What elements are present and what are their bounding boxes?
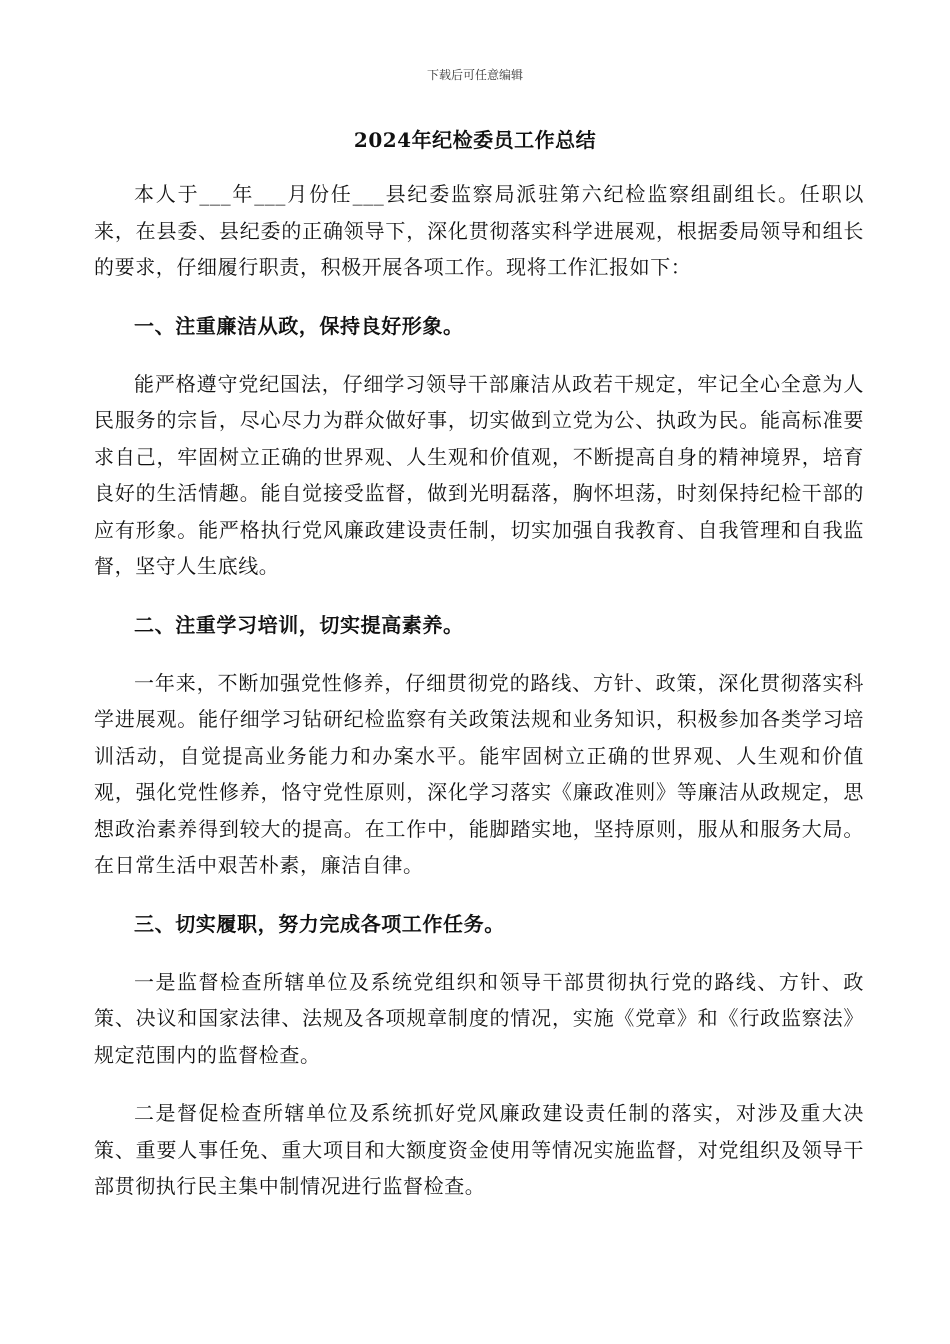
section-1-paragraph: 能严格遵守党纪国法，仔细学习领导干部廉洁从政若干规定，牢记全心全意为人民服务的宗旨，尽心尽力为群众做好事，切实做到立党为公、执政为民。能高标准要求自己，牢固树立正确的世界观、人生观和价值观，不断提高自身的精神境界，培育良好的生活情趣。能自觉接受监督，做到光明磊落，胸怀坦荡，时刻保持纪检干部的应有形象。能严格执行党风廉政建设责任制，切实加强自我教育、自我管理和自我监督，坚守人生底线。 [94, 371, 864, 578]
section-1-heading: 一、注重廉洁从政，保持良好形象。 [134, 313, 464, 338]
section-3-heading: 三、切实履职，努力完成各项工作任务。 [134, 911, 505, 936]
header-note: 下载后可任意编辑 [426, 68, 523, 82]
section-2-heading: 二、注重学习培训，切实提高素养。 [134, 612, 464, 637]
document-body [94, 176, 864, 1227]
intro-paragraph: 本人于___年___月份任___县纪委监察局派驻第六纪检监察组副组长。任职以来，在县委、县纪委的正确领导下，深化贯彻落实科学进展观，根据委局领导和组长的要求，仔细履行职责，积极开展各项工作。现将工作汇报如下： [94, 182, 864, 279]
document-title: 2024年纪检委员工作总结 [353, 128, 597, 152]
section-3-paragraph-2: 二是督促检查所辖单位及系统抓好党风廉政建设责任制的落实，对涉及重大决策、重要人事任免、重大项目和大额度资金使用等情况实施监督，对党组织及领导干部贯彻执行民主集中制情况进行监督检查。 [94, 1101, 864, 1198]
section-2-paragraph: 一年来，不断加强党性修养，仔细贯彻党的路线、方针、政策，深化贯彻落实科学进展观。能仔细学习钻研纪检监察有关政策法规和业务知识，积极参加各类学习培训活动，自觉提高业务能力和办案水平。能牢固树立正确的世界观、人生观和价值观，强化党性修养，恪守党性原则，深化学习落实《廉政准则》等廉洁从政规定，思想政治素养得到较大的提高。在工作中，能脚踏实地，坚持原则，服从和服务大局。在日常生活中艰苦朴素，廉洁自律。 [94, 670, 864, 877]
section-3-paragraph-1: 一是监督检查所辖单位及系统党组织和领导干部贯彻执行党的路线、方针、政策、决议和国家法律、法规及各项规章制度的情况，实施《党章》和《行政监察法》规定范围内的监督检查。 [94, 969, 864, 1067]
